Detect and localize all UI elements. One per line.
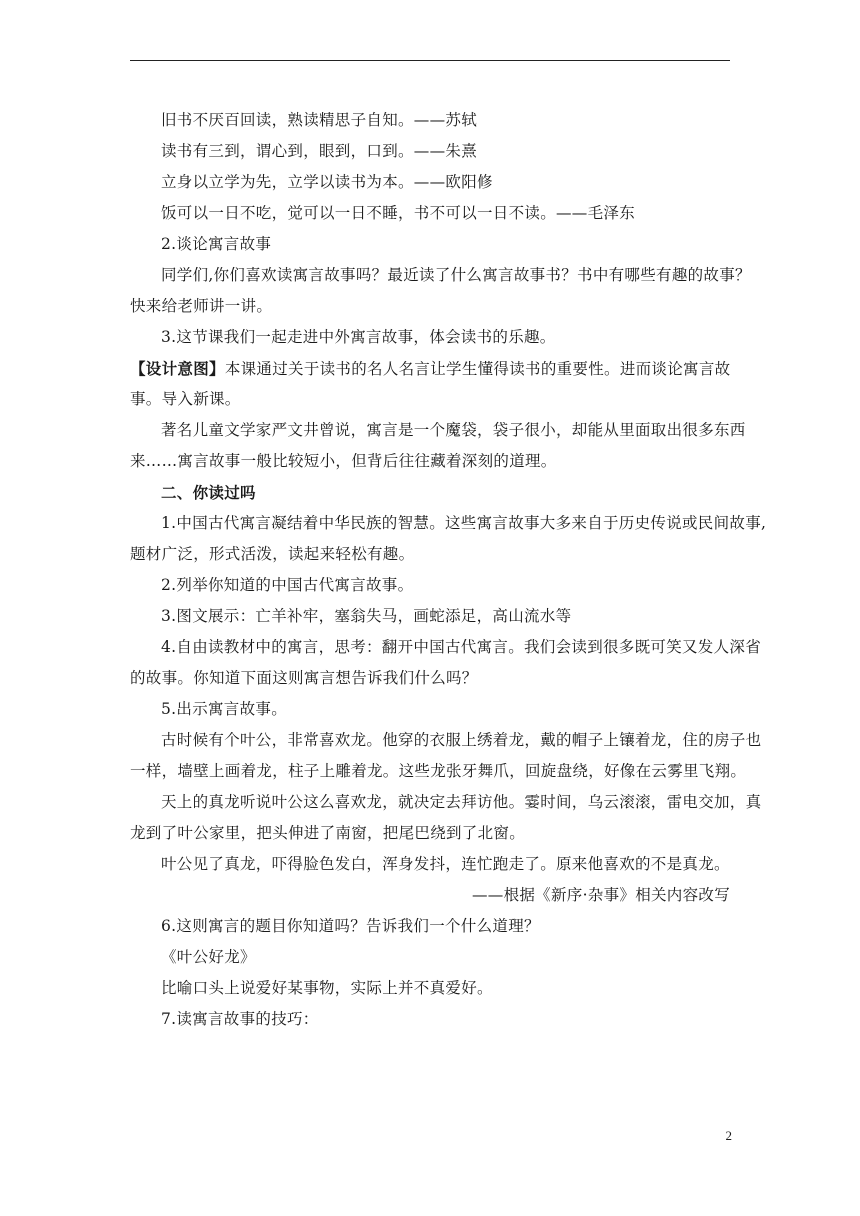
- story-line: 龙到了叶公家里，把头伸进了南窗，把尾巴绕到了北窗。: [130, 824, 526, 842]
- fable-title: 《叶公好龙》: [161, 948, 256, 966]
- story-line: 天上的真龙听说叶公这么喜欢龙，就决定去拜访他。霎时间，乌云滚滚，雷电交加，真: [161, 793, 762, 811]
- quote-line: 立身以立学为先，立学以读书为本。——欧阳修: [161, 173, 493, 191]
- paragraph-line: 来……寓言故事一般比较短小，但背后往往藏着深刻的道理。: [130, 452, 557, 470]
- paragraph-line: 的故事。你知道下面这则寓言想告诉我们什么吗？: [130, 669, 478, 687]
- design-intent-line: [130, 353, 730, 384]
- paragraph-line: 著名儿童文学家严文井曾说，寓言是一个魔袋，袋子很小，却能从里面取出很多东西: [161, 421, 746, 439]
- paragraph-line: 4.自由读教材中的寓言，思考：翻开中国古代寓言。我们会读到很多既可笑又发人深省: [161, 638, 761, 656]
- paragraph-line: 快来给老师讲一讲。: [130, 297, 273, 315]
- step-heading: 2.谈论寓言故事: [161, 235, 272, 253]
- paragraph-line: 题材广泛，形式活泼，读起来轻松有趣。: [130, 545, 415, 563]
- story-line: 叶公见了真龙，吓得脸色发白，浑身发抖，连忙跑走了。原来他喜欢的不是真龙。: [161, 855, 730, 873]
- design-intent-text: 本课通过关于读书的名人名言让学生懂得读书的重要性。进而谈论寓言故: [224, 360, 731, 378]
- quote-line: 读书有三到，谓心到，眼到，口到。——朱熹: [161, 142, 478, 160]
- story-line: 一样，墙壁上画着龙，柱子上雕着龙。这些龙张牙舞爪，回旋盘绕，好像在云雾里飞翔。: [130, 762, 747, 780]
- quote-line: 饭可以一日不吃，觉可以一日不睡，书不可以一日不读。——毛泽东: [161, 204, 636, 222]
- step-heading: 6.这则寓言的题目你知道吗？告诉我们一个什么道理？: [161, 917, 540, 935]
- header-rule: [130, 60, 730, 61]
- source-attribution: ——根据《新序·杂事》相关内容改写: [471, 886, 730, 904]
- section-heading: 二、你读过吗: [161, 483, 256, 502]
- paragraph-line: 事。导入新课。: [130, 390, 241, 408]
- step-heading: 5.出示寓言故事。: [161, 700, 287, 718]
- document-body: [130, 105, 767, 1035]
- paragraph-line: 1.中国古代寓言凝结着中华民族的智慧。这些寓言故事大多来自于历史传说或民间故事,: [161, 514, 767, 532]
- quote-line: 旧书不厌百回读，熟读精思子自知。——苏轼: [161, 111, 478, 129]
- design-intent-label: 【设计意图】: [130, 359, 225, 378]
- paragraph-line: 比喻口头上说爱好某事物，实际上并不真爱好。: [161, 979, 493, 997]
- step-heading: 3.图文展示：亡羊补牢，塞翁失马，画蛇添足，高山流水等: [161, 607, 572, 625]
- step-heading: 2.列举你知道的中国古代寓言故事。: [161, 576, 414, 594]
- step-heading: 7.读寓言故事的技巧：: [161, 1010, 319, 1028]
- paragraph-line: 同学们,你们喜欢读寓言故事吗？最近读了什么寓言故事书？书中有哪些有趣的故事？: [161, 266, 751, 284]
- step-heading: 3.这节课我们一起走进中外寓言故事，体会读书的乐趣。: [161, 328, 556, 346]
- story-line: 古时候有个叶公，非常喜欢龙。他穿的衣服上绣着龙，戴的帽子上镶着龙，住的房子也: [161, 731, 762, 749]
- page-number: 2: [725, 1128, 732, 1143]
